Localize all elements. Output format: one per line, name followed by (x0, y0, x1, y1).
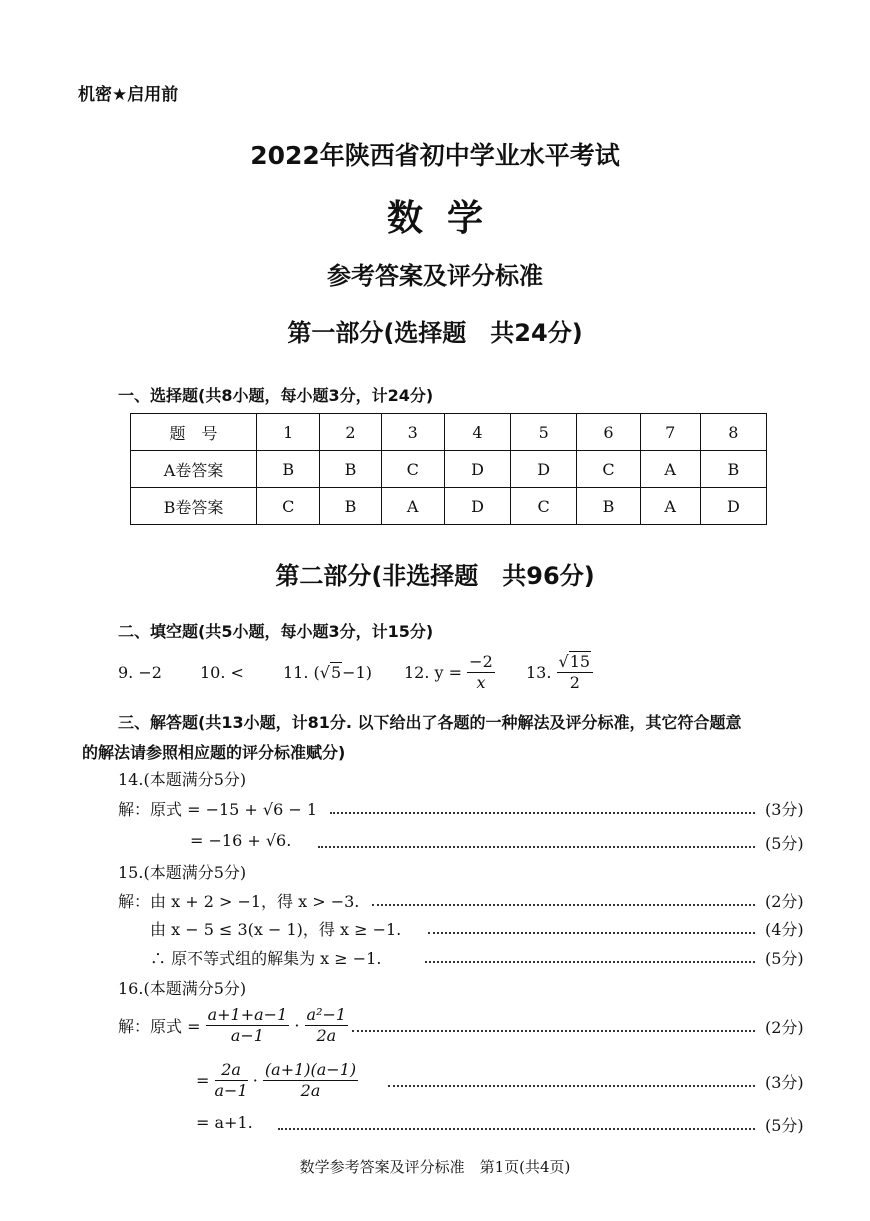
dot-leader (330, 812, 755, 814)
q16-f4-denominator: 2a (300, 1081, 321, 1100)
q12-fraction (467, 652, 495, 693)
q16-score3: (5分) (765, 1116, 804, 1135)
part2-title: 第二部分(非选择题 共96分) (275, 562, 595, 590)
table-cell: 7 (640, 414, 700, 451)
answer-q11 (283, 663, 372, 682)
q13-radicand: 15 (569, 652, 591, 671)
q16-f2-numerator: a²−1 (306, 1005, 347, 1024)
page-footer: 数学参考答案及评分标准 第1页(共4页) (299, 1158, 571, 1176)
exam-title: 2022年陕西省初中学业水平考试 (250, 141, 620, 170)
q16-f3-denominator: a−1 (214, 1081, 248, 1100)
table-cell: B (700, 451, 766, 488)
answer-table (130, 413, 767, 525)
table-cell: B (320, 488, 381, 525)
table-cell: D (700, 488, 766, 525)
dot-leader (318, 846, 755, 848)
q11-suffix: −1) (342, 663, 372, 682)
q16-prefix: 解：原式 = (118, 1017, 201, 1036)
dot-leader (352, 1030, 755, 1032)
table-cell: C (577, 451, 640, 488)
q16-fraction1 (206, 1005, 290, 1046)
table-cell: 8 (700, 414, 766, 451)
q12-numerator: −2 (469, 652, 493, 671)
row-a-label: A卷答案 (131, 451, 257, 488)
q13-fraction (557, 652, 594, 693)
table-cell: C (511, 488, 577, 525)
q15-score3: (5分) (765, 949, 804, 968)
q16-score2: (3分) (765, 1073, 804, 1092)
dot-leader (278, 1128, 755, 1130)
q11-radicand: 5 (330, 663, 342, 682)
q16-f4-numerator: (a+1)(a−1) (264, 1060, 357, 1079)
table-row-b (131, 488, 767, 525)
table-cell: 5 (511, 414, 577, 451)
q12-denominator: x (476, 673, 486, 692)
table-row-numbers (131, 414, 767, 451)
q15-step2: 由 x − 5 ≤ 3(x − 1)，得 x ≥ −1. (150, 920, 402, 939)
q14-step2: = −16 + √6. (190, 831, 292, 850)
equals-sign: = (196, 1071, 210, 1090)
q14-score1: (3分) (765, 800, 804, 819)
q11-prefix: 11. ( (283, 663, 320, 682)
table-cell: B (320, 451, 381, 488)
table-cell: A (640, 488, 700, 525)
q15-title: 15.(本题满分5分) (118, 863, 247, 882)
q13-numerator: √15 (557, 652, 594, 673)
q16-fraction4 (263, 1060, 358, 1101)
table-row-a (131, 451, 767, 488)
subject-title: 数学 (386, 198, 507, 239)
q12-prefix: 12. y = (404, 663, 463, 682)
table-cell: D (511, 451, 577, 488)
table-cell: B (577, 488, 640, 525)
q16-title: 16.(本题满分5分) (118, 979, 247, 998)
multiply-dot: · (252, 1071, 258, 1090)
answer-q9: 9. −2 (118, 663, 162, 682)
q14-score2: (5分) (765, 834, 804, 853)
q15-score2: (4分) (765, 920, 804, 939)
multiply-dot: · (294, 1016, 300, 1035)
table-header-label: 题 号 (131, 414, 257, 451)
q15-score1: (2分) (765, 892, 804, 911)
answer-q10: 10. < (200, 663, 244, 682)
table-cell: A (640, 451, 700, 488)
dot-leader (372, 904, 755, 906)
table-cell: 1 (257, 414, 320, 451)
answer-q13 (526, 652, 593, 693)
q16-step3: = a+1. (196, 1113, 253, 1132)
dot-leader (428, 932, 755, 934)
table-cell: D (444, 451, 510, 488)
section-solve-heading-line2: 的解法请参照相应题的评分标准赋分) (82, 743, 346, 762)
table-cell: B (257, 451, 320, 488)
q16-step2 (196, 1060, 358, 1101)
q16-f3-numerator: 2a (215, 1060, 248, 1081)
q13-denominator: 2 (569, 673, 580, 692)
document-title: 参考答案及评分标准 (327, 262, 543, 290)
section-solve-heading-line1: 三、解答题(共13小题，计81分. 以下给出了各题的一种解法及评分标准，其它符合题意 (118, 713, 742, 732)
table-cell: 2 (320, 414, 381, 451)
table-cell: 6 (577, 414, 640, 451)
dot-leader (425, 961, 755, 963)
table-cell: 3 (381, 414, 444, 451)
q16-fraction3 (215, 1060, 248, 1101)
q15-step1: 解：由 x + 2 > −1，得 x > −3. (118, 892, 360, 911)
q14-step1: 解：原式 = −15 + √6 − 1 (118, 800, 318, 819)
table-cell: C (381, 451, 444, 488)
table-cell: A (381, 488, 444, 525)
q16-f1-numerator: a+1+a−1 (207, 1005, 288, 1024)
q16-step1 (118, 1005, 348, 1046)
section-choice-heading: 一、选择题(共8小题，每小题3分，计24分) (118, 386, 434, 405)
answer-q12 (404, 652, 495, 693)
q13-prefix: 13. (526, 663, 552, 682)
table-cell: 4 (444, 414, 510, 451)
q16-f2-denominator: 2a (316, 1026, 337, 1045)
q16-fraction2 (305, 1005, 349, 1046)
table-cell: C (257, 488, 320, 525)
dot-leader (388, 1085, 755, 1087)
section-fill-heading: 二、填空题(共5小题，每小题3分，计15分) (118, 622, 434, 641)
q15-step3: ∴ 原不等式组的解集为 x ≥ −1. (150, 949, 382, 968)
q14-title: 14.(本题满分5分) (118, 770, 247, 789)
part1-title: 第一部分(选择题 共24分) (287, 319, 583, 347)
sqrt-5: √5 (319, 663, 342, 682)
q16-f1-denominator: a−1 (230, 1026, 264, 1045)
table-cell: D (444, 488, 510, 525)
q16-score1: (2分) (765, 1018, 804, 1037)
confidential-mark: 机密★启用前 (78, 85, 179, 105)
row-b-label: B卷答案 (131, 488, 257, 525)
